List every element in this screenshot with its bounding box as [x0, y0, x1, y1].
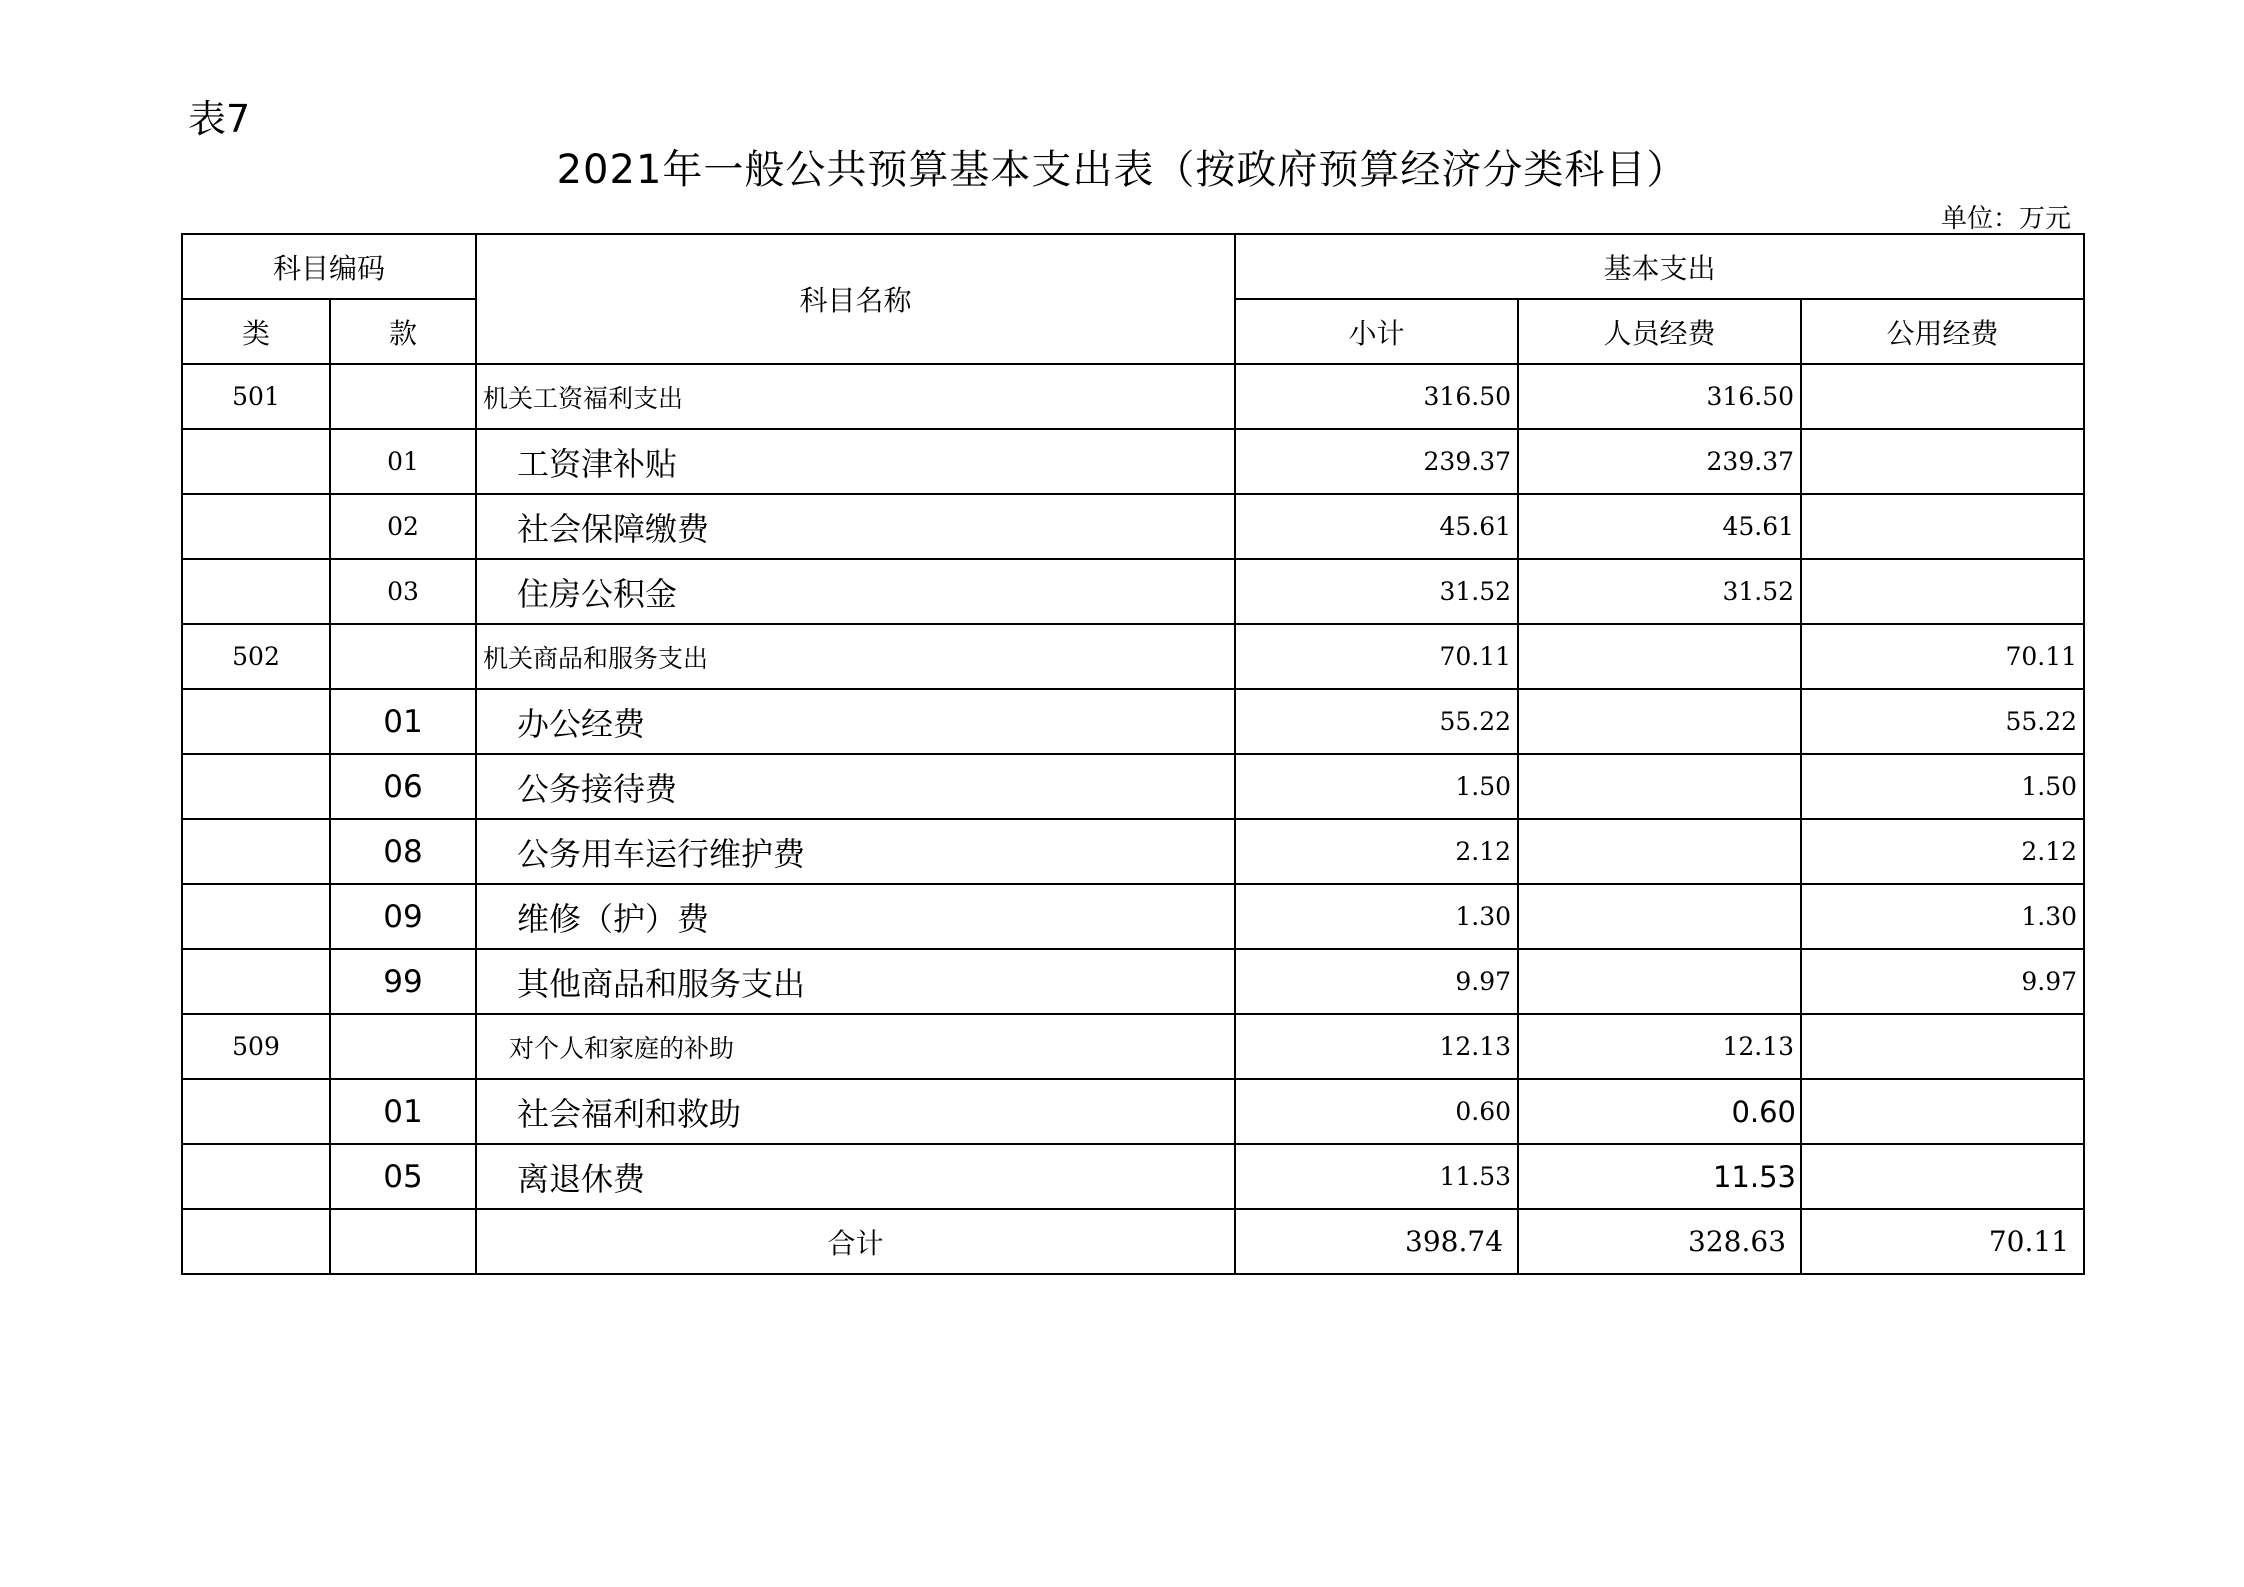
table-row: [182, 949, 2084, 1014]
cell-name: 其他商品和服务支出: [476, 949, 1235, 1014]
cell-public: [1801, 1079, 2084, 1144]
cell-item: [330, 1014, 476, 1079]
cell-subtotal: 0.60: [1235, 1079, 1518, 1144]
cell-class: [182, 494, 330, 559]
cell-class: [182, 884, 330, 949]
header-basic-group: 基本支出: [1235, 234, 2084, 299]
cell-subtotal: 55.22: [1235, 689, 1518, 754]
cell-subtotal: 12.13: [1235, 1014, 1518, 1079]
cell-item: 05: [330, 1144, 476, 1209]
total-cell-item: [330, 1209, 476, 1274]
cell-personnel: 45.61: [1518, 494, 1801, 559]
cell-name: 对个人和家庭的补助: [476, 1014, 1235, 1079]
cell-public: 55.22: [1801, 689, 2084, 754]
table-row: [182, 1079, 2084, 1144]
cell-subtotal: 31.52: [1235, 559, 1518, 624]
cell-item: 08: [330, 819, 476, 884]
cell-public: 1.30: [1801, 884, 2084, 949]
cell-public: 2.12: [1801, 819, 2084, 884]
cell-personnel: 12.13: [1518, 1014, 1801, 1079]
cell-class: [182, 949, 330, 1014]
table-row: [182, 364, 2084, 429]
cell-class: [182, 559, 330, 624]
cell-public: [1801, 1144, 2084, 1209]
cell-personnel: 31.52: [1518, 559, 1801, 624]
cell-item: 03: [330, 559, 476, 624]
total-public: 70.11: [1801, 1209, 2084, 1274]
header-subtotal: 小计: [1235, 299, 1518, 364]
cell-item: 01: [330, 429, 476, 494]
cell-public: [1801, 1014, 2084, 1079]
cell-name: 社会福利和救助: [476, 1079, 1235, 1144]
budget-table: [181, 233, 2085, 1275]
cell-name: 工资津补贴: [476, 429, 1235, 494]
cell-item: 06: [330, 754, 476, 819]
cell-item: 09: [330, 884, 476, 949]
cell-personnel: [1518, 624, 1801, 689]
total-row: [182, 1209, 2084, 1274]
cell-personnel: 316.50: [1518, 364, 1801, 429]
cell-name: 离退休费: [476, 1144, 1235, 1209]
cell-personnel: [1518, 949, 1801, 1014]
cell-personnel: 239.37: [1518, 429, 1801, 494]
cell-subtotal: 239.37: [1235, 429, 1518, 494]
table-row: [182, 689, 2084, 754]
cell-personnel: [1518, 689, 1801, 754]
cell-name: 社会保障缴费: [476, 494, 1235, 559]
page-title: 2021年一般公共预算基本支出表（按政府预算经济分类科目）: [556, 147, 1688, 193]
cell-item: 01: [330, 689, 476, 754]
cell-subtotal: 11.53: [1235, 1144, 1518, 1209]
cell-personnel: 0.60: [1518, 1079, 1801, 1144]
unit-label: 单位：万元: [1940, 204, 2071, 234]
table-row: [182, 559, 2084, 624]
cell-name: 机关商品和服务支出: [476, 624, 1235, 689]
cell-class: [182, 429, 330, 494]
cell-public: 70.11: [1801, 624, 2084, 689]
cell-public: 9.97: [1801, 949, 2084, 1014]
header-personnel: 人员经费: [1518, 299, 1801, 364]
table-row: [182, 1144, 2084, 1209]
cell-name: 公务用车运行维护费: [476, 819, 1235, 884]
cell-name: 办公经费: [476, 689, 1235, 754]
cell-subtotal: 2.12: [1235, 819, 1518, 884]
cell-subtotal: 1.50: [1235, 754, 1518, 819]
table-row: [182, 624, 2084, 689]
cell-personnel: [1518, 819, 1801, 884]
cell-personnel: 11.53: [1518, 1144, 1801, 1209]
cell-class: [182, 819, 330, 884]
cell-public: [1801, 364, 2084, 429]
header-row-1: [182, 234, 2084, 299]
cell-subtotal: 70.11: [1235, 624, 1518, 689]
table-row: [182, 819, 2084, 884]
table-row: [182, 494, 2084, 559]
cell-subtotal: 45.61: [1235, 494, 1518, 559]
cell-class: [182, 689, 330, 754]
total-personnel: 328.63: [1518, 1209, 1801, 1274]
header-public: 公用经费: [1801, 299, 2084, 364]
cell-public: 1.50: [1801, 754, 2084, 819]
cell-class: 509: [182, 1014, 330, 1079]
total-cell-class: [182, 1209, 330, 1274]
cell-class: [182, 754, 330, 819]
table-row: [182, 429, 2084, 494]
cell-public: [1801, 429, 2084, 494]
cell-name: 住房公积金: [476, 559, 1235, 624]
cell-subtotal: 9.97: [1235, 949, 1518, 1014]
total-label: 合计: [476, 1209, 1235, 1274]
table-row: [182, 754, 2084, 819]
total-subtotal: 398.74: [1235, 1209, 1518, 1274]
cell-public: [1801, 494, 2084, 559]
cell-class: 502: [182, 624, 330, 689]
cell-name: 公务接待费: [476, 754, 1235, 819]
cell-class: [182, 1079, 330, 1144]
cell-item: 01: [330, 1079, 476, 1144]
cell-subtotal: 1.30: [1235, 884, 1518, 949]
cell-personnel: [1518, 884, 1801, 949]
cell-item: [330, 364, 476, 429]
table-row: [182, 884, 2084, 949]
header-item: 款: [330, 299, 476, 364]
cell-item: [330, 624, 476, 689]
cell-name: 机关工资福利支出: [476, 364, 1235, 429]
cell-class: 501: [182, 364, 330, 429]
cell-subtotal: 316.50: [1235, 364, 1518, 429]
header-class: 类: [182, 299, 330, 364]
cell-name: 维修（护）费: [476, 884, 1235, 949]
table-row: [182, 1014, 2084, 1079]
cell-item: 02: [330, 494, 476, 559]
cell-public: [1801, 559, 2084, 624]
cell-personnel: [1518, 754, 1801, 819]
header-code-group: 科目编码: [182, 234, 476, 299]
cell-class: [182, 1144, 330, 1209]
cell-item: 99: [330, 949, 476, 1014]
table-number-label: 表7: [188, 97, 251, 141]
header-name: 科目名称: [476, 234, 1235, 364]
